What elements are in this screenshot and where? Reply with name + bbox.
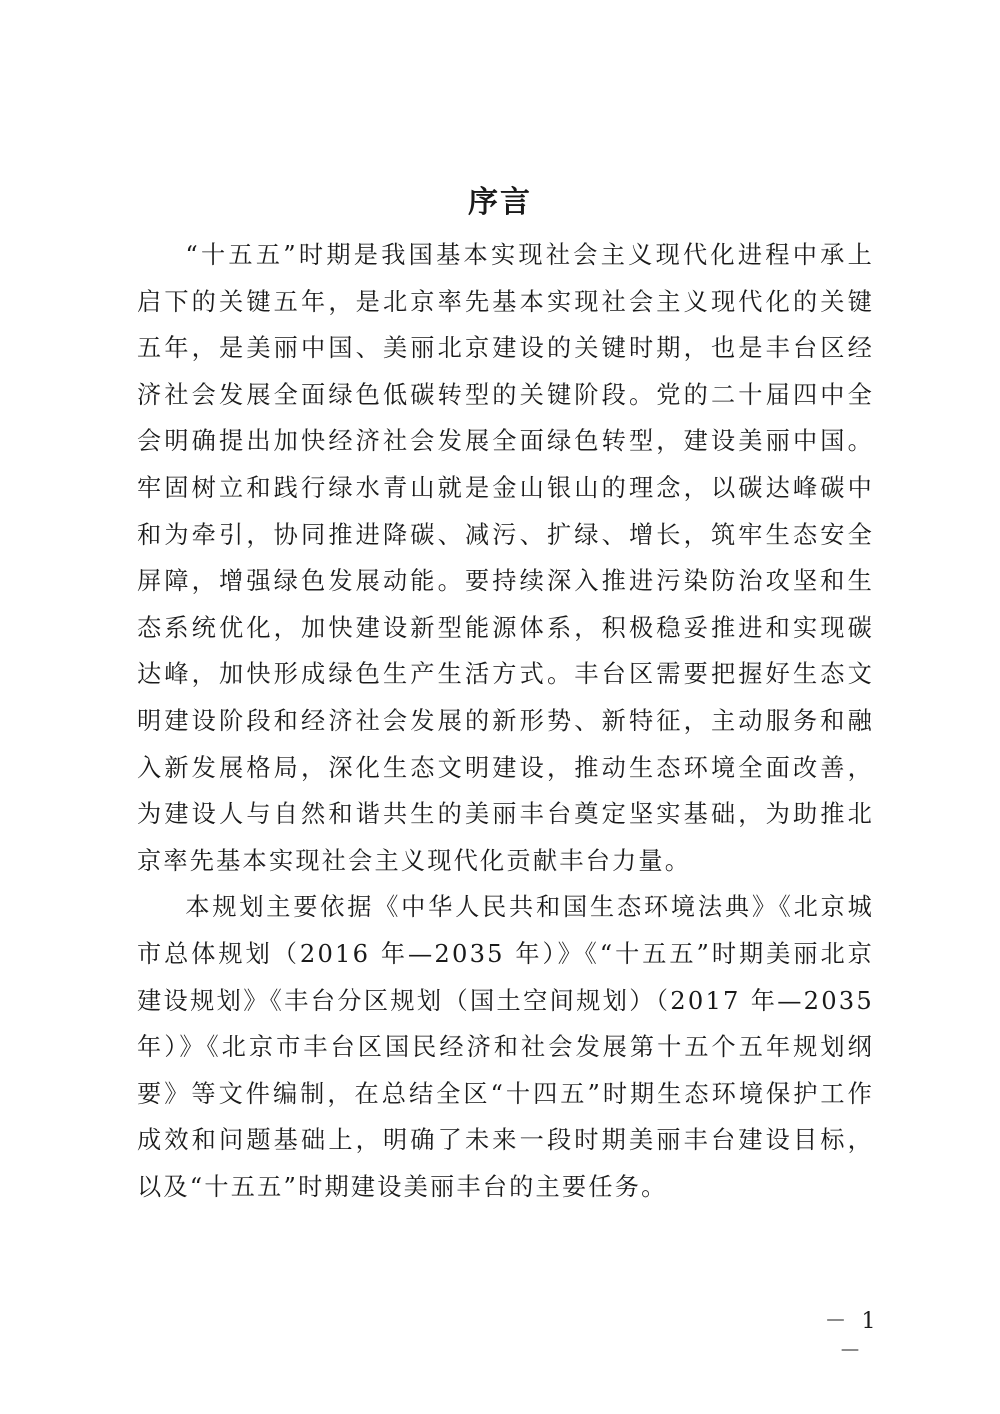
page-number: － 1 － — [824, 1309, 880, 1364]
paragraph-2: 本规划主要依据《中华人民共和国生态环境法典》《北京城市总体规划（2016 年—2035 年）》《“十五五”时期美丽北京建设规划》《丰台分区规划（国土空间规划）（2017 年—2035 年）》《北京市丰台区国民经济和社会发展第十五个五年规划纲要》等文件编制，在总结全区“十四五”时期生态环境保护工作成效和问题基础上，明确了未来一段时期美丽丰台建设目标，以及“十五五”时期建设美丽丰台的主要任务。 — [137, 893, 874, 1201]
body-text — [137, 232, 874, 1210]
document-title: 序言 — [468, 185, 532, 220]
paragraph-1: “十五五”时期是我国基本实现社会主义现代化进程中承上启下的关键五年，是北京率先基本实现社会主义现代化的关键五年，是美丽中国、美丽北京建设的关键时期，也是丰台区经济社会发展全面绿色低碳转型的关键阶段。党的二十届四中全会明确提出加快经济社会发展全面绿色转型，建设美丽中国。牢固树立和践行绿水青山就是金山银山的理念，以碳达峰碳中和为牵引，协同推进降碳、减污、扩绿、增长，筑牢生态安全屏障，增强绿色发展动能。要持续深入推进污染防治攻坚和生态系统优化，加快建设新型能源体系，积极稳妥推进和实现碳达峰，加快形成绿色生产生活方式。丰台区需要把握好生态文明建设阶段和经济社会发展的新形势、新特征，主动服务和融入新发展格局，深化生态文明建设，推动生态环境全面改善，为建设人与自然和谐共生的美丽丰台奠定坚实基础，为助推北京率先基本实现社会主义现代化贡献丰台力量。 — [137, 241, 874, 875]
